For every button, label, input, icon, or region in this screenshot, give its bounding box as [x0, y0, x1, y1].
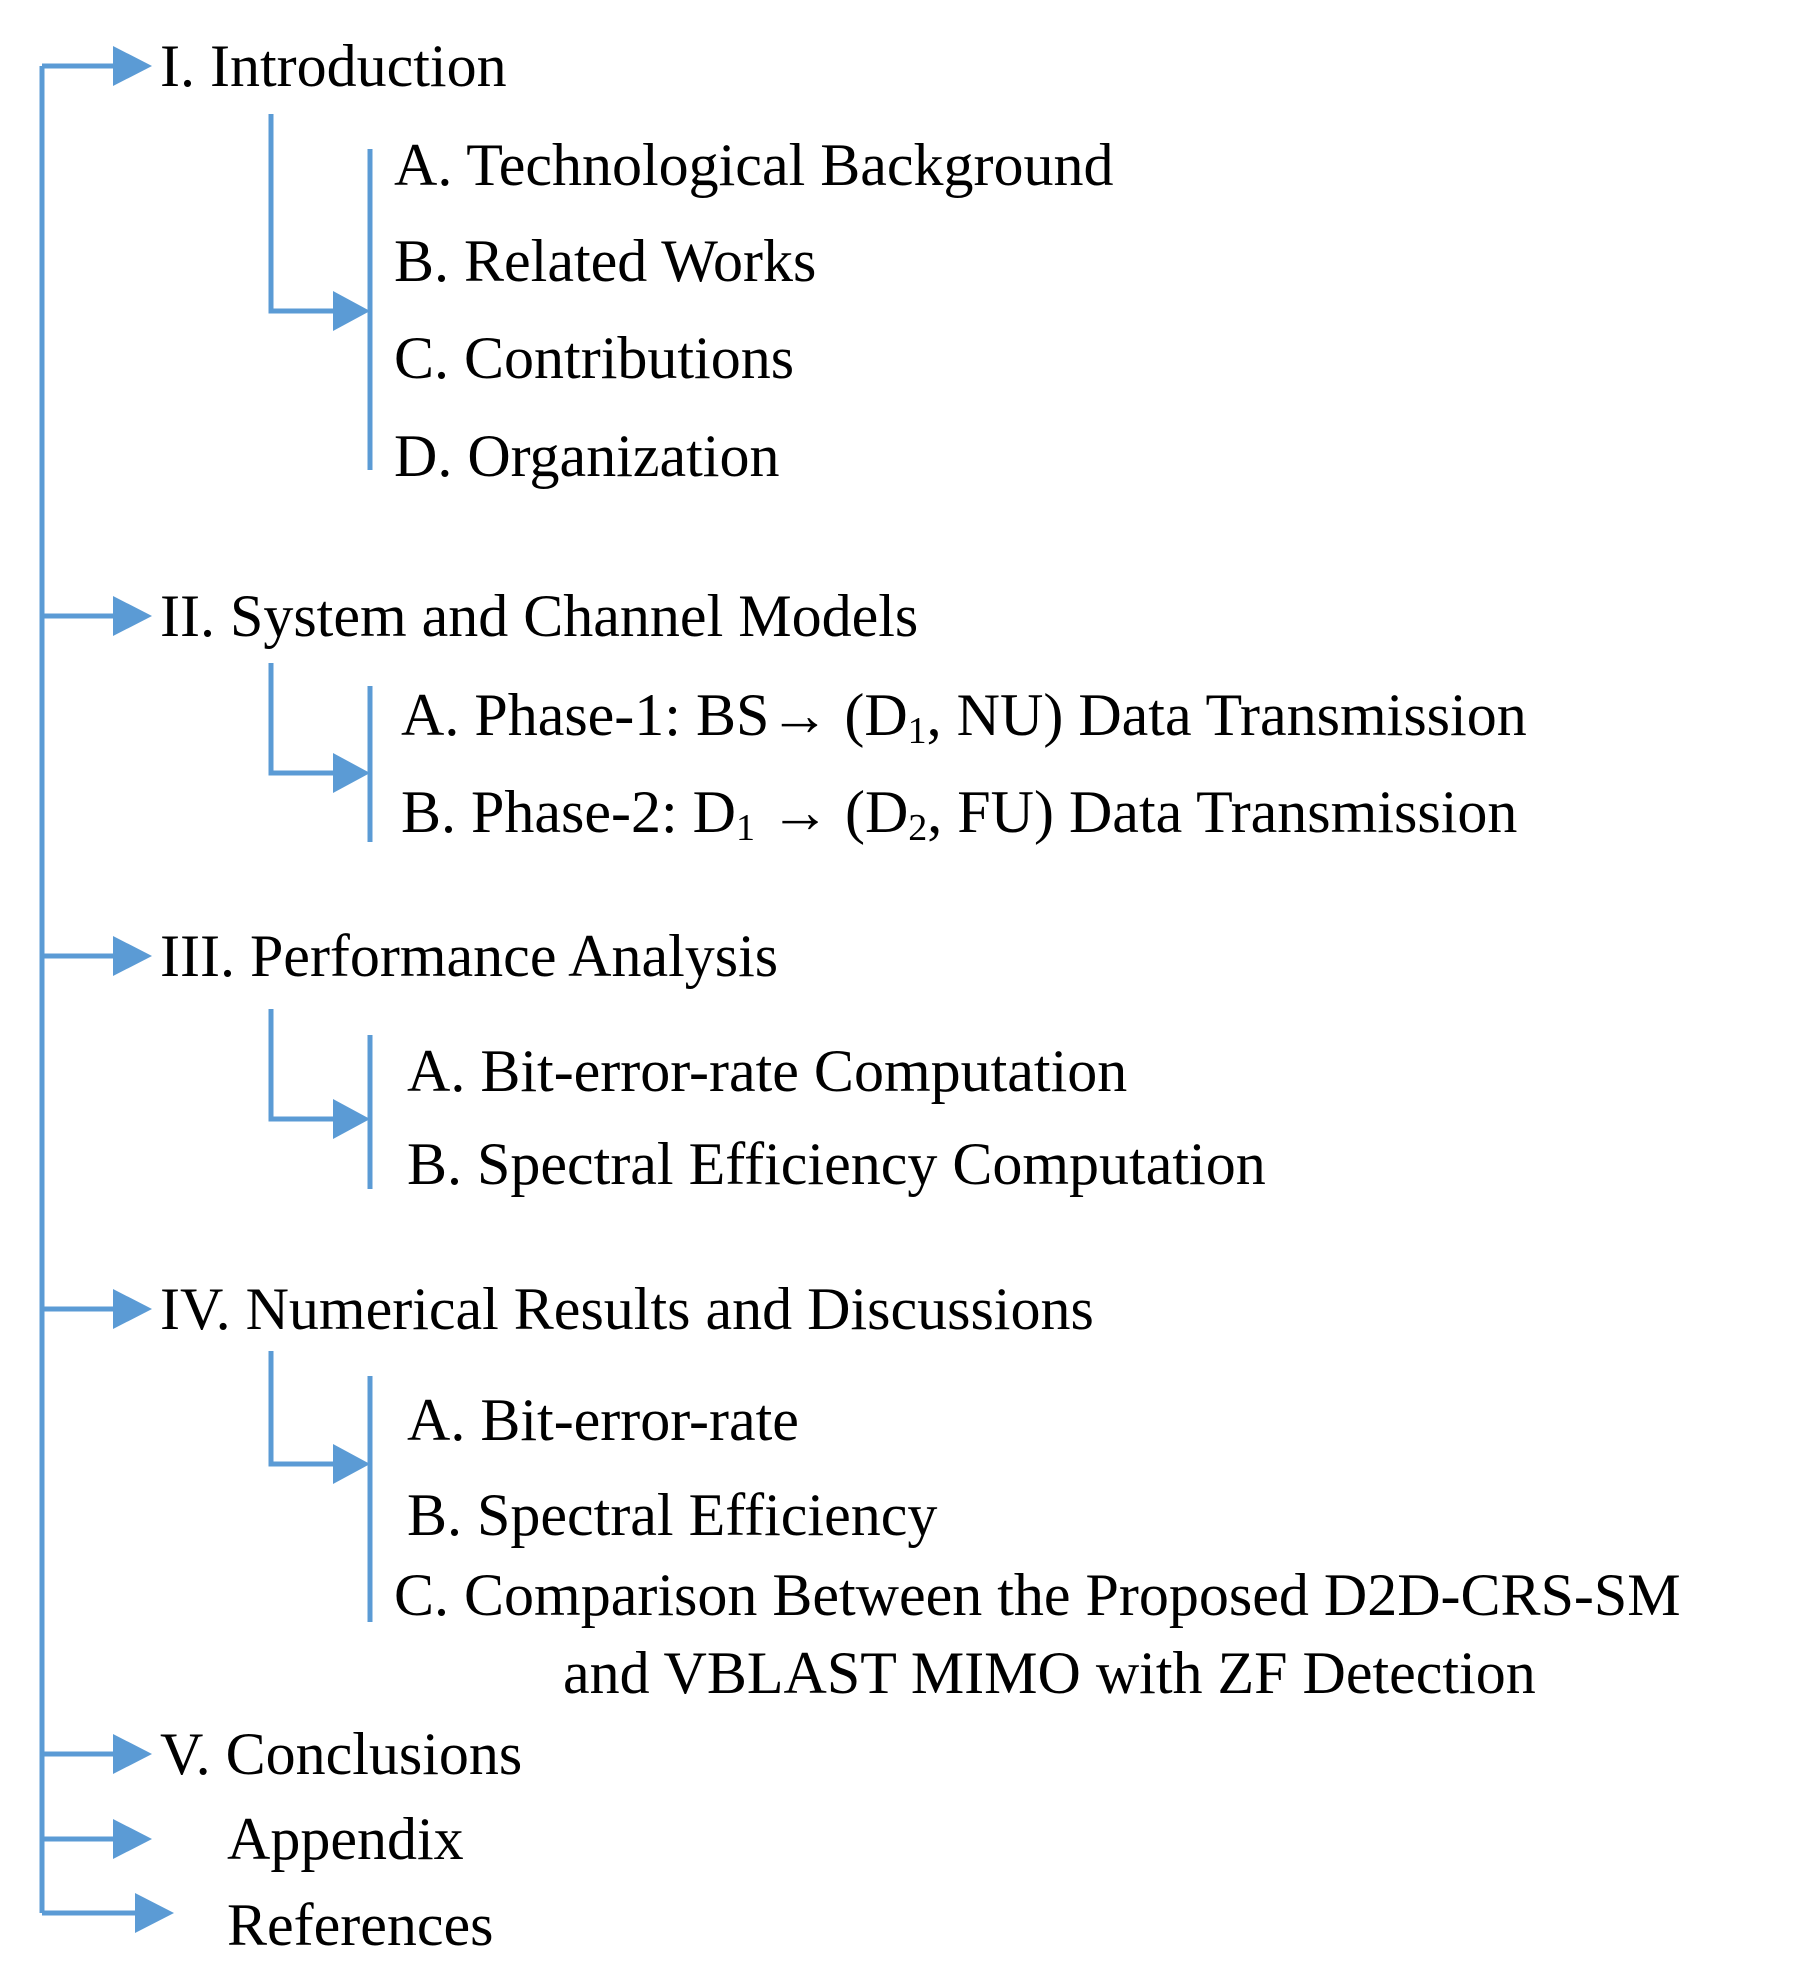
section-system-models: II. System and Channel Models [160, 583, 919, 649]
section-performance-analysis: III. Performance Analysis [160, 923, 779, 989]
subscript: 1 [735, 807, 755, 849]
text-part: B. Phase-2: D [401, 779, 736, 845]
subsection-se-computation: B. Spectral Efficiency Computation [407, 1131, 1266, 1197]
section-references: References [227, 1892, 494, 1958]
section-introduction: I. Introduction [160, 33, 507, 99]
text-part: , FU) Data Transmission [927, 779, 1518, 845]
subsection-phase-1 [401, 680, 1527, 750]
subsection-comparison: C. Comparison Between the Proposed D2D-CRS-SM [394, 1562, 1681, 1628]
subsection-phase-2 [401, 777, 1517, 847]
text-part: → (D [754, 779, 909, 845]
subsection-organization: D. Organization [394, 423, 780, 489]
arrowhead-icon [333, 753, 370, 793]
subsection-ber-computation: A. Bit-error-rate Computation [407, 1038, 1128, 1104]
text-part: , NU) Data Transmission [926, 682, 1527, 748]
arrowhead-icon [333, 291, 370, 331]
arrowhead-icon [333, 1099, 370, 1139]
section-numerical-results: IV. Numerical Results and Discussions [160, 1276, 1094, 1342]
subsection-related-works: B. Related Works [394, 228, 817, 294]
arrowhead-icon [113, 936, 152, 976]
section-appendix: Appendix [227, 1806, 464, 1872]
bracket-system-models [271, 663, 340, 773]
arrowhead-icon [333, 1444, 370, 1484]
arrowhead-icon [113, 46, 152, 86]
bracket-introduction [271, 114, 340, 311]
section-conclusions: V. Conclusions [160, 1721, 523, 1787]
arrowhead-icon [113, 596, 152, 636]
subsection-ber: A. Bit-error-rate [407, 1387, 799, 1453]
bracket-performance [271, 1009, 340, 1119]
subscript: 2 [908, 807, 928, 849]
subsection-technological-background: A. Technological Background [394, 132, 1114, 198]
subsection-spectral-efficiency: B. Spectral Efficiency [407, 1482, 938, 1548]
arrowhead-icon [113, 1819, 152, 1859]
arrowhead-icon [113, 1734, 152, 1774]
text-part: A. Phase-1: BS→ (D [401, 682, 908, 748]
arrowhead-icon [135, 1893, 174, 1933]
arrowhead-icon [113, 1289, 152, 1329]
subsection-contributions: C. Contributions [394, 325, 795, 391]
subscript: 1 [907, 710, 927, 752]
bracket-numerical [271, 1351, 340, 1464]
subsection-comparison-continued: and VBLAST MIMO with ZF Detection [563, 1640, 1536, 1706]
